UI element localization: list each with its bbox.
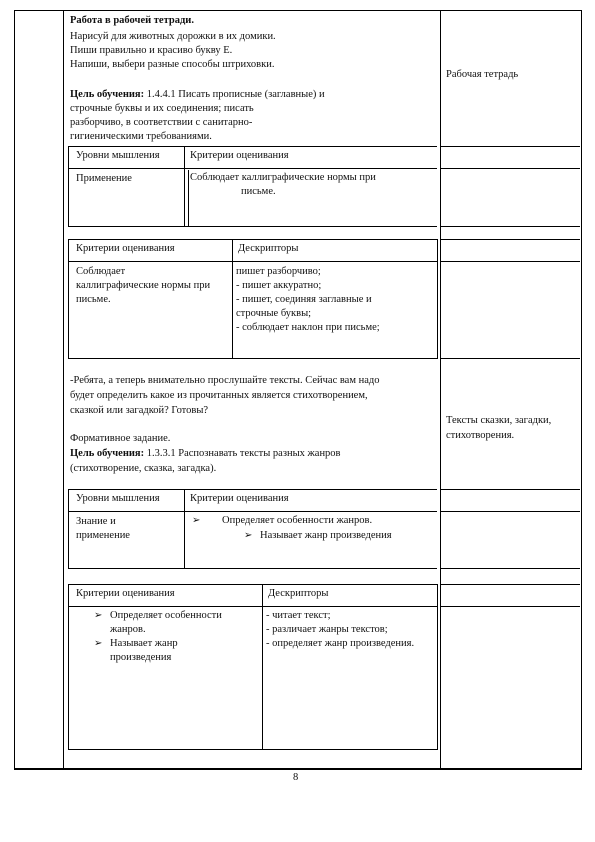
table2-descriptor-3: - пишет, соединяя заглавные и xyxy=(236,294,372,305)
table4-criterion-2-line-1: Называет жанр xyxy=(110,638,178,649)
task1-goal-label: Цель обучения: xyxy=(70,89,145,100)
task1-line-2: Пиши правильно и красиво букву Е. xyxy=(70,45,233,56)
table2-header-descriptors: Дескрипторы xyxy=(238,243,299,254)
task2-goal-line-1: 1.3.3.1 Распознавать тексты разных жанров xyxy=(144,448,341,459)
task2-intro-line-2: будет определить какое из прочитанных является стихотворением, xyxy=(70,390,368,401)
table2-descriptor-1: пишет разборчиво; xyxy=(236,266,321,277)
task1-goal xyxy=(70,89,325,102)
task1-goal-line-3: разборчиво, в соответствии с санитарно- xyxy=(70,117,253,128)
table3-header-criteria: Критерии оценивания xyxy=(190,493,289,504)
table4-criterion-1-line-1: Определяет особенности xyxy=(110,610,222,621)
table3-criterion-2-text: Называет жанр произведения xyxy=(260,530,392,541)
arrow-bullet-icon: ➢ xyxy=(94,638,103,649)
task1-line-3: Напиши, выбери разные способы штриховки. xyxy=(70,59,275,70)
task1-goal-line-2: строчные буквы и их соединения; писать xyxy=(70,103,254,114)
table2-criterion-line-3: письме. xyxy=(76,294,111,305)
table4-criterion-1 xyxy=(94,610,222,623)
table3-criterion-1 xyxy=(192,515,372,528)
table2-descriptor-5: - соблюдает наклон при письме; xyxy=(236,322,380,333)
table3-criterion-2 xyxy=(244,530,392,543)
task2-intro-line-1: -Ребята, а теперь внимательно прослушайте тексты. Сейчас вам надо xyxy=(70,375,380,386)
task1-title: Работа в рабочей тетради. xyxy=(70,15,194,26)
task2-goal xyxy=(70,448,341,461)
task2-intro-line-3: сказкой или загадкой? Готовы? xyxy=(70,405,209,416)
table3-header-levels: Уровни мышления xyxy=(76,493,160,504)
table1-criterion-line-1: Соблюдает каллиграфические нормы при xyxy=(190,172,376,183)
task2-resource-line-2: стихотворения. xyxy=(446,430,515,441)
table4-criterion-1-line-2: жанров. xyxy=(110,624,146,635)
task2-goal-line-2: (стихотворение, сказка, загадка). xyxy=(70,463,217,474)
table3-level-line-2: применение xyxy=(76,530,130,541)
table1-level: Применение xyxy=(76,173,132,184)
arrow-bullet-icon: ➢ xyxy=(244,530,253,541)
table4-descriptor-3: - определяет жанр произведения. xyxy=(266,638,415,649)
table4-header-descriptors: Дескрипторы xyxy=(268,588,329,599)
table4-header-criteria: Критерии оценивания xyxy=(76,588,175,599)
table2-descriptor-4: строчные буквы; xyxy=(236,308,312,319)
table1-criterion-line-2: письме. xyxy=(241,186,276,197)
arrow-bullet-icon: ➢ xyxy=(192,515,201,526)
task2-resource-line-1: Тексты сказки, загадки, xyxy=(446,415,552,426)
task2-goal-label: Цель обучения: xyxy=(70,448,145,459)
table3-criterion-1-text: Определяет особенности жанров. xyxy=(222,515,373,526)
table2-descriptor-2: - пишет аккуратно; xyxy=(236,280,322,291)
table4-criterion-2-line-2: произведения xyxy=(110,652,172,663)
table1-header-levels: Уровни мышления xyxy=(76,150,160,161)
table4-criterion-2 xyxy=(94,638,178,651)
table2-criterion-line-1: Соблюдает xyxy=(76,266,126,277)
page-number: 8 xyxy=(293,772,299,783)
table2-criterion-line-2: каллиграфические нормы при xyxy=(76,280,211,291)
table4-descriptor-1: - читает текст; xyxy=(266,610,331,621)
table3-level-line-1: Знание и xyxy=(76,516,116,527)
arrow-bullet-icon: ➢ xyxy=(94,610,103,621)
task1-goal-line-1: 1.4.4.1 Писать прописные (заглавные) и xyxy=(144,89,325,100)
table2-header-criteria: Критерии оценивания xyxy=(76,243,175,254)
table1-header-criteria: Критерии оценивания xyxy=(190,150,289,161)
task1-resource: Рабочая тетрадь xyxy=(446,69,519,80)
task1-line-1: Нарисуй для животных дорожки в их домики. xyxy=(70,31,276,42)
task2-formative: Формативное задание. xyxy=(70,433,171,444)
table4-descriptor-2: - различает жанры текстов; xyxy=(266,624,388,635)
task1-goal-line-4: гигиеническими требованиями. xyxy=(70,131,212,142)
